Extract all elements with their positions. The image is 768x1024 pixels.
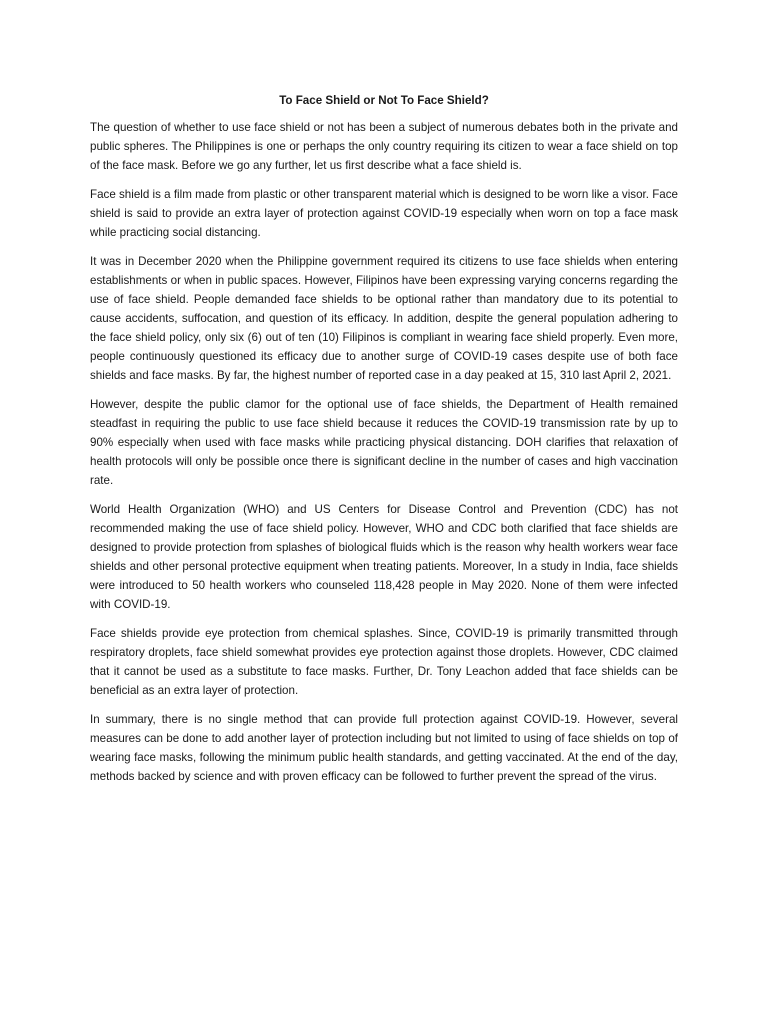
paragraph-intro: The question of whether to use face shield or not has been a subject of numerous debates both in the private and public spheres. The Philippines is one or perhaps the only country requiring its citizen to wear a face shield on top of the face mask. Before we go any further, let us first describe what a face shield is. (90, 121, 678, 172)
paragraph-definition: Face shield is a film made from plastic or other transparent material which is designed to be worn like a visor. Face shield is said to provide an extra layer of protection against COVID-19 especially when worn on top a face mask while practicing social distancing. (90, 188, 678, 239)
paragraph-who-cdc: World Health Organization (WHO) and US Centers for Disease Control and Prevention (CDC) has not recommended making the use of face shield policy. However, WHO and CDC both clarified that face shields are designed to provide protection from splashes of biological fluids which is the reason why health workers wear face shields and other personal protective equipment when treating patients. Moreover, In a study in India, face shields were introduced to 50 health workers who counseled 118,428 people in May 2020. None of them were infected with COVID-19. (90, 503, 678, 611)
paragraph-summary: In summary, there is no single method that can provide full protection against COVID-19. However, several measures can be done to add another layer of protection including but not limited to using of face shields on top of wearing face masks, following the minimum public health standards, and getting vaccinated. At the end of the day, methods backed by science and with proven efficacy can be followed to further prevent the spread of the virus. (90, 713, 678, 783)
document-title: To Face Shield or Not To Face Shield? (279, 94, 489, 107)
paragraph-doh-position: However, despite the public clamor for the optional use of face shields, the Department of Health remained steadfast in requiring the public to use face shield because it reduces the COVID-19 transmission rate by up to 90% especially when used with face masks while practicing physical distancing. DOH clarifies that relaxation of health protocols will only be possible once there is significant decline in the number of cases and high vaccination rate. (90, 398, 678, 487)
paragraph-eye-protection: Face shields provide eye protection from chemical splashes. Since, COVID-19 is primarily transmitted through respiratory droplets, face shield somewhat provides eye protection against those droplets. However, CDC claimed that it cannot be used as a substitute to face masks. Further, Dr. Tony Leachon added that face shields can be beneficial as an extra layer of protection. (90, 627, 678, 697)
document-body (90, 91, 678, 796)
paragraph-policy-history: It was in December 2020 when the Philippine government required its citizens to use face shields when entering establishments or when in public spaces. However, Filipinos have been expressing varying concerns regarding the use of face shield. People demanded face shields to be optional rather than mandatory due to its potential to cause accidents, suffocation, and question of its efficacy. In addition, despite the general population adhering to the face shield policy, only six (6) out of ten (10) Filipinos is compliant in wearing face shield properly. Even more, people continuously questioned its efficacy due to another surge of COVID-19 cases despite use of both face shields and face masks. By far, the highest number of reported case in a day peaked at 15, 310 last April 2, 2021. (90, 255, 678, 382)
